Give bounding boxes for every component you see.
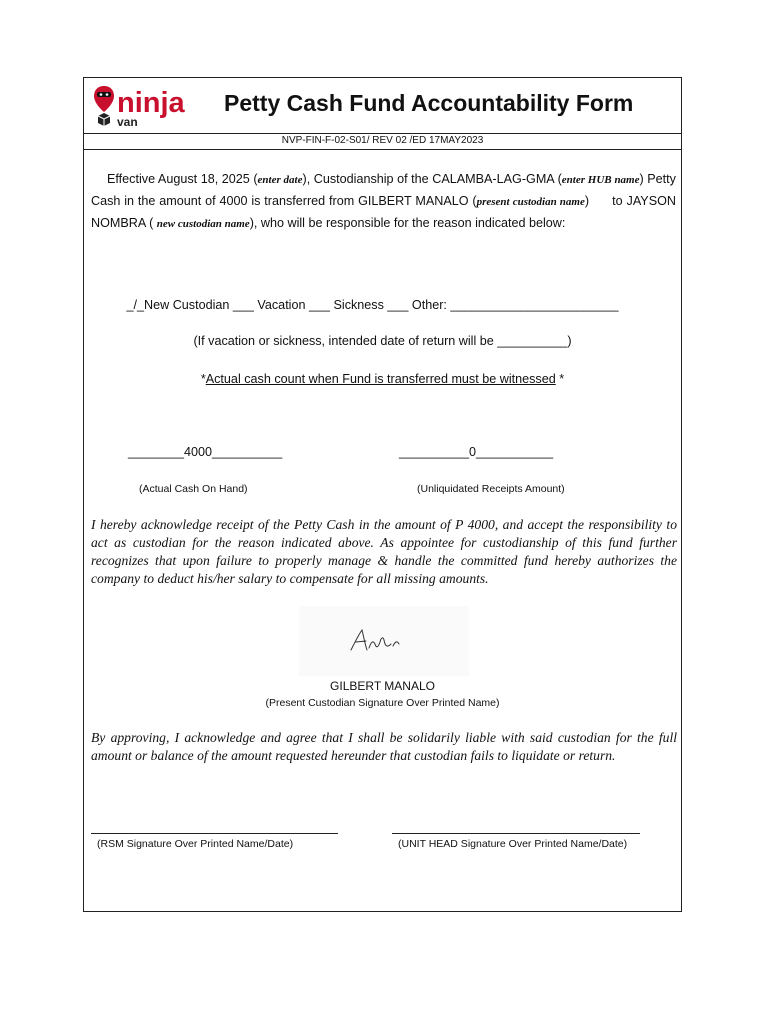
transfer-statement [91,169,680,235]
cash-on-hand-value: ________4000__________ [128,445,283,459]
reason-options: _/_New Custodian ___ Vacation ___ Sickness ___ Other: ________________________ [126,298,619,312]
approval-text: By approving, I acknowledge and agree that I shall be solidarily liable with said custodian for the full amount or balance of the amount requested hereunder that custodian fails to liquidate or return. [91,730,677,763]
transfer-text-4: ) to JAYSON NOMBRA ( [91,194,680,230]
form-header [84,78,681,134]
ninja-van-logo [92,82,204,130]
return-date-line: (If vacation or sickness, intended date of return will be __________) [193,334,572,348]
transfer-text-3: ) Petty Cash in the amount of 4000 is transferred from GILBERT MANALO ( [91,172,676,208]
petty-cash-form [83,77,682,912]
transfer-text-1: Effective August 18, 2025 ( [107,172,258,186]
witness-text: Actual cash count when Fund is transferred must be witnessed [205,372,556,386]
transfer-text-2: ), Custodianship of the CALAMBA-LAG-GMA ( [302,172,562,186]
present-custodian-label: (Present Custodian Signature Over Printed Name) [265,697,500,709]
unliquidated-value: __________0___________ [399,445,554,459]
present-custodian-name: GILBERT MANALO [330,679,435,693]
svg-text:ninja: ninja [117,87,185,119]
acknowledgement-text: I hereby acknowledge receipt of the Petty Cash in the amount of P 4000, and accept the responsibility to act as custodian for the reason indicated above. As appointee for custodianship of this fund further recognizes that upon failure to properly manage & handle the committed fund hereby authorizes the company to deduct his/her salary to compensate for all missing amounts. [91,517,677,586]
signature-scribble [299,606,469,676]
enter-hub-hint: enter HUB name [561,174,640,186]
cash-on-hand-label: (Actual Cash On Hand) [139,483,248,495]
transfer-text-5: ), who will be responsible for the reason indicated below: [249,216,566,230]
witness-prefix: * [200,372,206,386]
witness-note [84,372,681,386]
present-custodian-hint: present custodian name [476,196,585,208]
rsm-signature-line [91,833,338,834]
new-custodian-hint: new custodian name [156,218,250,230]
unliquidated-label: (Unliquidated Receipts Amount) [417,483,565,495]
form-code: NVP-FIN-F-02-S01/ REV 02 /ED 17MAY2023 [84,133,681,150]
enter-date-hint: enter date [257,174,303,186]
witness-suffix: * [555,372,565,386]
unit-head-signature-label: (UNIT HEAD Signature Over Printed Name/Date) [398,838,628,850]
rsm-signature-label: (RSM Signature Over Printed Name/Date) [97,838,294,850]
svg-text:van: van [117,115,138,129]
unit-head-signature-line [392,833,640,834]
form-title: Petty Cash Fund Accountability Form [224,90,634,116]
custodian-signature [299,606,469,676]
